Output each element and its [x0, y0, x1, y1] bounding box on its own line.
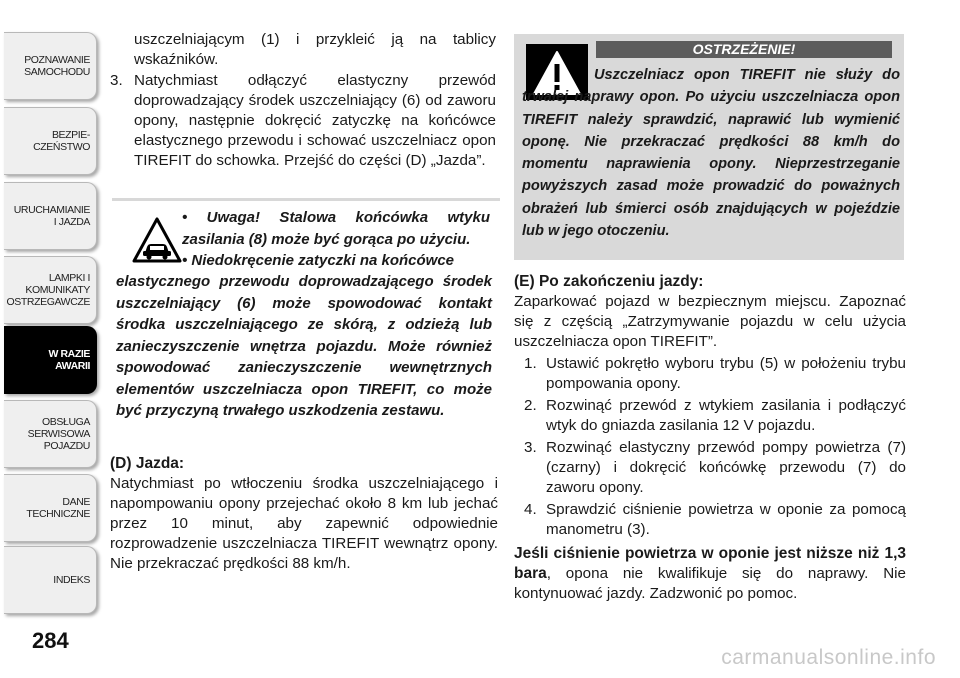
section-d-text: Natychmiast po wtłoczeniu środka uszczelniającego i napompowaniu opony przejechać około 8 km lub jechać przez 10 minut, aby zapewnić odpowiednie rozprowadzenie uszczelniacza TIREFIT wewnątrz opony. Nie przekraczać prędkości 88 km/h.	[110, 475, 498, 572]
steps-list	[514, 354, 906, 540]
tab-label: OBSŁUGA SERWISOWA POJAZDU	[27, 416, 90, 452]
warning-text	[522, 64, 900, 242]
final-note	[514, 544, 906, 604]
tab-label: BEZPIE- CZEŃSTWO	[33, 129, 90, 153]
caution-text-2: • Niedokręcenie zatyczki na końcówce	[182, 252, 455, 269]
tab-label: INDEKS	[53, 574, 90, 586]
step-text: Ustawić pokrętło wyboru trybu (5) w położeniu trybu pompowania opony.	[546, 355, 906, 392]
section-e-heading: (E) Po zakończeniu jazdy:	[514, 273, 704, 290]
page-number: 284	[32, 628, 69, 653]
step-text: Sprawdzić ciśnienie powietrza w oponie za pomocą manometru (3).	[546, 501, 906, 538]
list-item	[524, 438, 906, 498]
tab-lampki-i-komunikaty[interactable]	[4, 256, 97, 324]
tab-bezpieczenstwo[interactable]	[4, 107, 97, 175]
final-note-rest: , opona nie kwalifikuje się do naprawy. Nie kontynuować jazdy. Zadzwonić po pomoc.	[514, 565, 906, 602]
tab-w-razie-awarii[interactable]	[4, 326, 97, 394]
step-number: 1.	[524, 355, 537, 372]
watermark: carmanualsonline.info	[721, 646, 936, 669]
caution-car-icon	[132, 217, 182, 263]
caution-text-1: • Uwaga! Stalowa końcówka wtyku zasilania (8) może być gorąca po użyciu.	[182, 209, 490, 248]
step-number: 3.	[524, 439, 537, 456]
list-item	[524, 500, 906, 540]
chapter-sidebar	[0, 0, 100, 678]
tab-label: W RAZIE AWARII	[48, 348, 90, 372]
step-text: Natychmiast odłączyć elastyczny przewód doprowadzający środek uszczelniający (6) od zaworu opony, następnie dokręcić zatyczkę na końcówce elastycznego przewodu i schować uszczelniacz opon TIREFIT do schowka. Przejść do części (D) „Jazda”.	[134, 72, 496, 169]
warning-title: OSTRZEŻENIE!	[596, 41, 892, 58]
list-item	[524, 354, 906, 394]
warning-body: Uszczelniacz opon TIREFIT nie służy do trwałej naprawy opon. Po użyciu uszczelniacza opon TIREFIT należy sprawdzić, naprawić lub wymienić oponę. Nie przekraczać prędkości 88 km/h do momentu naprawienia opony. Nieprzestrzeganie powyższych zasad może prowadzić do poważnych obrażeń lub śmierci osób znajdujących w pojeździe lub w jego otoczeniu.	[522, 67, 900, 240]
tab-dane-techniczne[interactable]	[4, 474, 97, 542]
section-d-heading: (D) Jazda:	[110, 455, 185, 472]
tab-indeks[interactable]	[4, 546, 97, 614]
tab-obsluga-serwisowa[interactable]	[4, 400, 97, 468]
paragraph-continued: uszczelniającym (1) i przykleić ją na tablicy wskaźników.	[134, 31, 496, 68]
final-note-bold: Jeśli ciśnienie powietrza w oponie jest niższe niż 1,3 bara	[514, 545, 906, 582]
left-column-top	[110, 30, 496, 171]
tab-poznawanie-samochodu[interactable]	[4, 32, 97, 100]
section-e	[514, 272, 906, 604]
section-e-intro: Zaparkować pojazd w bezpiecznym miejscu. Zapoznać się z częścią „Zatrzymywanie pojazdu w celu użycia uszczelniacza opon TIREFIT”.	[514, 293, 906, 350]
section-d	[110, 454, 498, 574]
tab-uruchamianie-i-jazda[interactable]	[4, 182, 97, 250]
tab-label: URUCHAMIANIE I JAZDA	[13, 204, 90, 228]
step-3	[110, 71, 496, 171]
list-item	[524, 396, 906, 436]
warning-box	[514, 34, 904, 260]
step-number: 2.	[524, 397, 537, 414]
step-number: 3.	[110, 72, 123, 89]
tab-label: POZNAWANIE SAMOCHODU	[24, 54, 90, 78]
caution-text-3: elastycznego przewodu doprowadzającego środek uszczelniający (6) może spowodować kontakt środka uszczelniającego ze skórą, z odzieżą lub zanieczyszczenie wnętrza pojazdu. Może również spowodować zanieczyszczenie wewnętrznych elementów uszczelniacza opon TIREFIT, co może być przyczyną trwałego uszkodzenia zestawu.	[116, 273, 492, 419]
tab-label: LAMPKI I KOMUNIKATY OSTRZEGAWCZE	[6, 272, 90, 308]
step-text: Rozwinąć elastyczny przewód pompy powietrza (7) (czarny) i dokręcić końcówkę przewodu (7) do zaworu opony.	[546, 439, 906, 496]
tab-label: DANE TECHNICZNE	[26, 496, 90, 520]
caution-box	[112, 198, 500, 436]
step-number: 4.	[524, 501, 537, 518]
step-text: Rozwinąć przewód z wtykiem zasilania i podłączyć wtyk do gniazda zasilania 12 V pojazdu.	[546, 397, 906, 434]
